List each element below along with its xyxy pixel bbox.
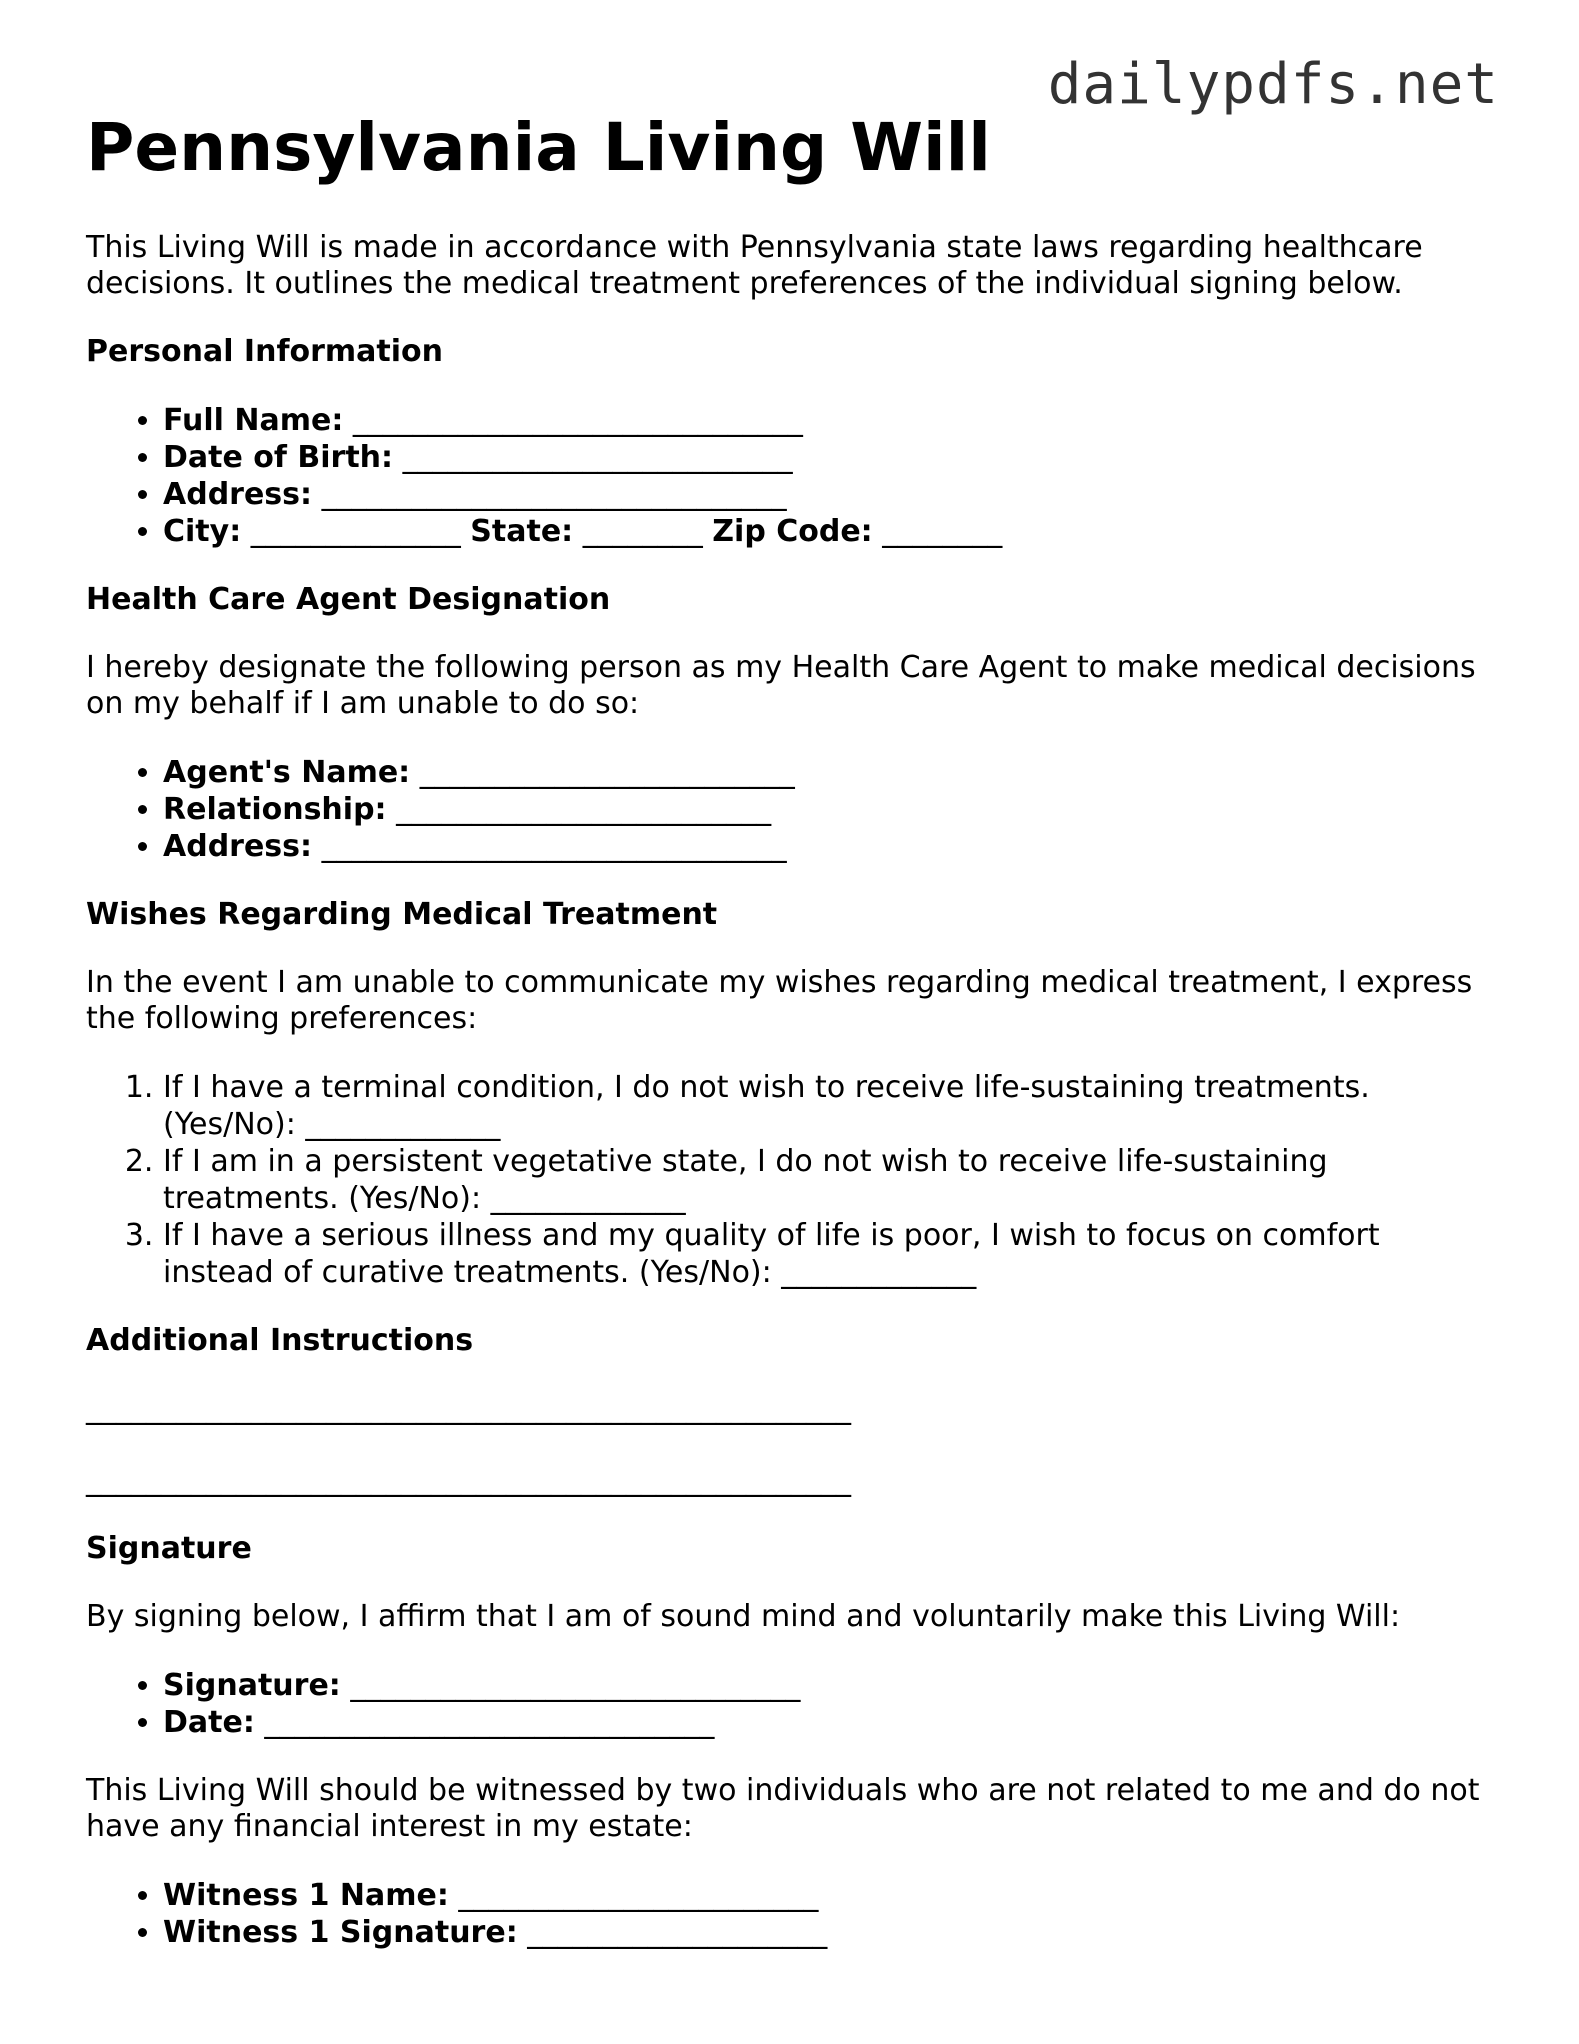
witness-list bbox=[86, 1877, 1486, 1951]
state-field[interactable]: ________ bbox=[582, 514, 703, 549]
full-name-label: Full Name: bbox=[163, 403, 344, 438]
personal-info-list bbox=[86, 402, 1486, 550]
wish-answer-field[interactable]: _____________ bbox=[305, 1107, 501, 1142]
wishes-list bbox=[86, 1069, 1486, 1291]
dob-field[interactable]: __________________________ bbox=[402, 440, 793, 475]
full-name-field[interactable]: ______________________________ bbox=[352, 403, 803, 438]
witness1-name-item bbox=[163, 1877, 1486, 1914]
relationship-item bbox=[163, 791, 1486, 828]
signature-field[interactable]: ______________________________ bbox=[350, 1668, 801, 1703]
witness1-signature-field[interactable]: ____________________ bbox=[527, 1915, 828, 1950]
wish-answer-field[interactable]: _____________ bbox=[490, 1181, 686, 1216]
full-name-item bbox=[163, 402, 1486, 439]
agent-paragraph: I hereby designate the following person as my Health Care Agent to make medical decisions on my behalf if I am unable to do so: bbox=[86, 650, 1476, 721]
address-label: Address: bbox=[163, 477, 313, 512]
section-heading-wishes: Wishes Regarding Medical Treatment bbox=[86, 897, 718, 932]
agent-name-item bbox=[163, 754, 1486, 791]
signature-list bbox=[86, 1667, 1486, 1741]
wish-text: If I have a serious illness and my quality of life is poor, I wish to focus on comfort instead of curative treatments. (Yes/No): bbox=[163, 1218, 1380, 1290]
agent-address-label: Address: bbox=[163, 829, 313, 864]
agent-name-field[interactable]: _________________________ bbox=[419, 755, 795, 790]
wish-item bbox=[163, 1217, 1486, 1291]
state-label: State: bbox=[470, 514, 574, 549]
signature-label: Signature: bbox=[163, 1668, 341, 1703]
page-title: Pennsylvania Living Will bbox=[86, 109, 991, 186]
witness1-name-label: Witness 1 Name: bbox=[163, 1878, 449, 1913]
signature-paragraph: By signing below, I affirm that I am of sound mind and voluntarily make this Living Will: bbox=[86, 1599, 1401, 1634]
address-item bbox=[163, 476, 1486, 513]
section-heading-signature: Signature bbox=[86, 1531, 252, 1566]
zip-label: Zip Code: bbox=[712, 514, 873, 549]
wish-text: If I have a terminal condition, I do not wish to receive life-sustaining treatments. (Yes/No): bbox=[163, 1070, 1370, 1142]
city-label: City: bbox=[163, 514, 242, 549]
agent-info-list bbox=[86, 754, 1486, 865]
section-heading-agent: Health Care Agent Designation bbox=[86, 582, 611, 617]
relationship-field[interactable]: _________________________ bbox=[396, 792, 772, 827]
zip-field[interactable]: ________ bbox=[882, 514, 1003, 549]
witness-paragraph: This Living Will should be witnessed by two individuals who are not related to me and do not have any financial interest in my estate: bbox=[86, 1773, 1480, 1844]
wishes-paragraph: In the event I am unable to communicate my wishes regarding medical treatment, I express the following preferences: bbox=[86, 965, 1473, 1036]
additional-instructions-line-1[interactable]: ___________________________________________________ bbox=[86, 1391, 851, 1426]
witness1-name-field[interactable]: ________________________ bbox=[458, 1878, 819, 1913]
watermark: dailypdfs.net bbox=[1047, 52, 1499, 117]
additional-instructions-line-2[interactable]: ___________________________________________________ bbox=[86, 1463, 851, 1498]
agent-address-item bbox=[163, 828, 1486, 865]
wish-item bbox=[163, 1143, 1486, 1217]
date-field[interactable]: ______________________________ bbox=[264, 1705, 715, 1740]
agent-address-field[interactable]: _______________________________ bbox=[321, 829, 787, 864]
document-page bbox=[86, 108, 1486, 1983]
agent-name-label: Agent's Name: bbox=[163, 755, 411, 790]
wish-item bbox=[163, 1069, 1486, 1143]
signature-item bbox=[163, 1667, 1486, 1704]
date-item bbox=[163, 1704, 1486, 1741]
section-heading-additional: Additional Instructions bbox=[86, 1323, 474, 1358]
wish-text: If I am in a persistent vegetative state, I do not wish to receive life-sustaining treatments. (Yes/No): bbox=[163, 1144, 1328, 1216]
witness1-signature-label: Witness 1 Signature: bbox=[163, 1915, 518, 1950]
relationship-label: Relationship: bbox=[163, 792, 387, 827]
date-label: Date: bbox=[163, 1705, 255, 1740]
city-field[interactable]: ______________ bbox=[250, 514, 461, 549]
dob-label: Date of Birth: bbox=[163, 440, 394, 475]
dob-item bbox=[163, 439, 1486, 476]
wish-answer-field[interactable]: _____________ bbox=[781, 1255, 977, 1290]
intro-paragraph: This Living Will is made in accordance with Pennsylvania state laws regarding healthcare decisions. It outlines the medical treatment preferences of the individual signing below. bbox=[86, 230, 1423, 301]
section-heading-personal: Personal Information bbox=[86, 334, 443, 369]
address-field[interactable]: _______________________________ bbox=[321, 477, 787, 512]
city-state-zip-item bbox=[163, 513, 1486, 550]
witness1-signature-item bbox=[163, 1914, 1486, 1951]
